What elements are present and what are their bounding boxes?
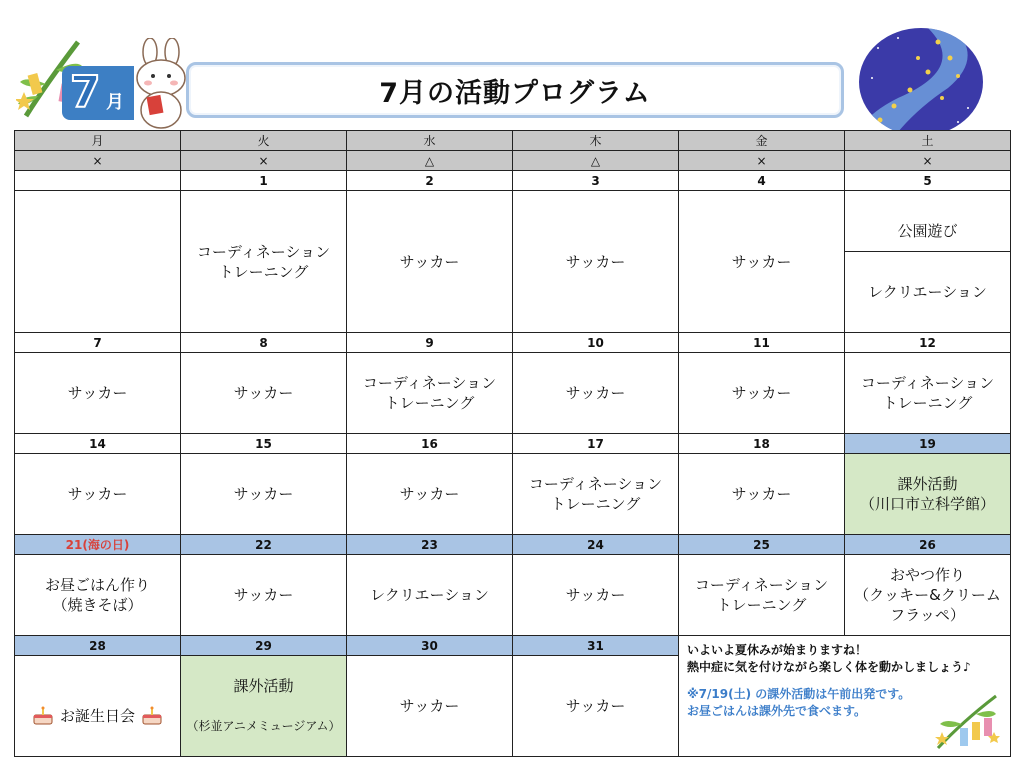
calendar-table [14, 130, 1011, 757]
month-number: 7 [70, 67, 101, 118]
activity-cell: サッカー [347, 656, 513, 757]
date-cell: 5 [845, 171, 1011, 191]
date-row [15, 434, 1011, 454]
activity-cell: サッカー [181, 454, 347, 535]
activity-cell-split [845, 191, 1011, 333]
activity-cell: サッカー [679, 353, 845, 434]
month-badge [62, 66, 134, 120]
weekday-fri: 金 [679, 131, 845, 151]
activity-cell: サッカー [15, 353, 181, 434]
mark-fri: × [679, 151, 845, 171]
date-cell: 10 [513, 333, 679, 353]
activity-cell [15, 191, 181, 333]
date-row [15, 636, 1011, 656]
weekday-thu: 木 [513, 131, 679, 151]
month-unit: 月 [106, 92, 124, 113]
field-trip-cell [181, 656, 347, 757]
activity-cell: サッカー [347, 191, 513, 333]
field-trip-cell: 課外活動 （川口市立科学館） [845, 454, 1011, 535]
activity-cell: サッカー [181, 555, 347, 636]
cake-icon [32, 706, 54, 726]
date-cell: 18 [679, 434, 845, 454]
date-row [15, 333, 1011, 353]
field-trip-place: （杉並アニメミュージアム） [186, 719, 341, 733]
date-cell: 14 [15, 434, 181, 454]
date-cell: 1 [181, 171, 347, 191]
notes-box [679, 636, 1011, 757]
mark-thu: △ [513, 151, 679, 171]
date-cell-highlight: 24 [513, 535, 679, 555]
activity-cell: サッカー [181, 353, 347, 434]
weekday-sat: 土 [845, 131, 1011, 151]
date-cell: 2 [347, 171, 513, 191]
date-cell: 15 [181, 434, 347, 454]
note-line: いよいよ夏休みが始まりますね！ [687, 643, 868, 657]
weekday-mon: 月 [15, 131, 181, 151]
activity-cell: サッカー [513, 191, 679, 333]
page-header [0, 0, 1024, 130]
tanabata-decoration-icon [932, 692, 1002, 752]
date-cell-highlight: 19 [845, 434, 1011, 454]
activity-cell: コーディネーション トレーニング [181, 191, 347, 333]
date-cell: 7 [15, 333, 181, 353]
date-cell: 4 [679, 171, 845, 191]
date-cell: 3 [513, 171, 679, 191]
cake-icon [141, 706, 163, 726]
date-cell: 16 [347, 434, 513, 454]
activity-cell: サッカー [15, 454, 181, 535]
activity-cell: サッカー [513, 656, 679, 757]
activity-cell: サッカー [513, 353, 679, 434]
date-cell-highlight: 25 [679, 535, 845, 555]
date-cell-highlight: 28 [15, 636, 181, 656]
note-line-highlight: お昼ごはんは課外先で食べます。 [687, 704, 867, 718]
field-trip-title: 課外活動 [233, 677, 294, 695]
weekday-tue: 火 [181, 131, 347, 151]
date-cell: 11 [679, 333, 845, 353]
mark-wed: △ [347, 151, 513, 171]
milky-way-icon [858, 28, 984, 132]
holiday-date-cell: 21(海の日) [15, 535, 181, 555]
note-line-highlight: ※7/19(土) の課外活動は午前出発です。 [687, 687, 911, 701]
activity-cell: レクリエーション [347, 555, 513, 636]
date-cell-highlight: 31 [513, 636, 679, 656]
page-title: 7月の活動プログラム [379, 78, 651, 109]
date-cell: 9 [347, 333, 513, 353]
weekday-row [15, 131, 1011, 151]
birthday-cell [15, 656, 181, 757]
mark-row [15, 151, 1011, 171]
date-cell-highlight: 22 [181, 535, 347, 555]
birthday-label: お誕生日会 [59, 706, 135, 725]
activity-row [15, 191, 1011, 333]
note-line: 熱中症に気を付けながら楽しく体を動かしましょう♪ [687, 660, 971, 674]
rabbit-icon [128, 38, 194, 130]
activity-cell: サッカー [347, 454, 513, 535]
activity-bottom: レクリエーション [868, 283, 987, 301]
activity-cell: コーディネーション トレーニング [347, 353, 513, 434]
date-row [15, 535, 1011, 555]
activity-cell: コーディネーション トレーニング [845, 353, 1011, 434]
activity-cell: お昼ごはん作り （焼きそば） [15, 555, 181, 636]
weekday-wed: 水 [347, 131, 513, 151]
activity-cell: コーディネーション トレーニング [679, 555, 845, 636]
date-cell-highlight: 26 [845, 535, 1011, 555]
date-cell [15, 171, 181, 191]
date-cell: 8 [181, 333, 347, 353]
mark-tue: × [181, 151, 347, 171]
activity-cell: サッカー [513, 555, 679, 636]
title-box [186, 62, 844, 118]
date-cell: 12 [845, 333, 1011, 353]
date-cell-highlight: 30 [347, 636, 513, 656]
activity-top: 公園遊び [845, 211, 1010, 252]
date-cell-highlight: 23 [347, 535, 513, 555]
date-cell-highlight: 29 [181, 636, 347, 656]
mark-sat: × [845, 151, 1011, 171]
activity-cell: おやつ作り （クッキー&クリーム フラッペ） [845, 555, 1011, 636]
activity-cell: サッカー [679, 191, 845, 333]
activity-row [15, 454, 1011, 535]
activity-cell: コーディネーション トレーニング [513, 454, 679, 535]
activity-row [15, 555, 1011, 636]
date-cell: 17 [513, 434, 679, 454]
date-row [15, 171, 1011, 191]
mark-mon: × [15, 151, 181, 171]
activity-row [15, 353, 1011, 434]
activity-cell: サッカー [679, 454, 845, 535]
